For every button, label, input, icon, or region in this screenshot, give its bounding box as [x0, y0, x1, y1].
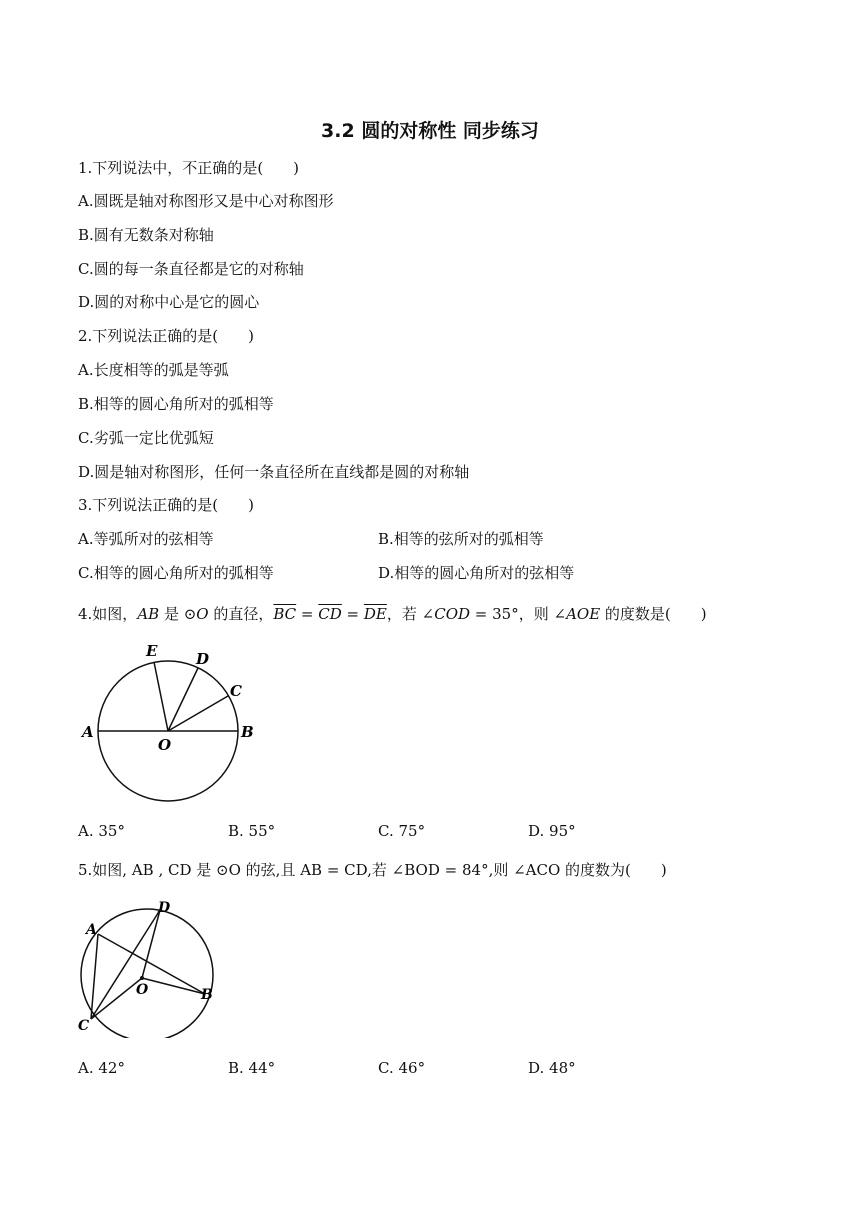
q4-option-a: A. 35°: [78, 822, 125, 840]
q4-label-b: B: [241, 723, 254, 741]
q4-option-c: C. 75°: [378, 822, 426, 840]
q3-options-row-2: [78, 563, 778, 583]
q4-options-row: [78, 821, 678, 841]
q2-option-a: A.长度相等的弧是等弧: [78, 361, 229, 379]
q4-stem-prefix: 4.如图，: [78, 605, 138, 623]
q4-segment-ab: AB: [137, 605, 160, 623]
q1-option-a: A.圆既是轴对称图形又是中心对称图形: [78, 192, 334, 210]
q5-label-b: B: [201, 987, 213, 1003]
q1-option-c: C.圆的每一条直径都是它的对称轴: [78, 260, 304, 278]
page-title: 3.2 圆的对称性 同步练习: [321, 120, 539, 142]
q4-label-o: O: [158, 736, 172, 754]
q4-option-d: D. 95°: [528, 822, 576, 840]
q5-label-d: D: [158, 900, 171, 916]
q5-center-dot: [140, 976, 144, 980]
q5-options-row: [78, 1058, 678, 1078]
q4-stem-end: 的度数是( ): [600, 605, 707, 623]
q1-option-d: D.圆的对称中心是它的圆心: [78, 293, 260, 311]
q3-stem: 3.下列说法正确的是( ): [78, 496, 255, 514]
q4-stem: 4.如图，AB 是 ⊙O 的直径，$\overline{BC} = \overline{CD} = \overline{DE}$，若 ∠COD = 35°，则 ∠AOE 的度数是( ): [78, 605, 707, 623]
q5-label-o: O: [136, 982, 149, 998]
q4-stem-cond: ，若 ∠: [386, 605, 435, 623]
q5-circle: [81, 909, 213, 1038]
q4-arc-de: $\overline{DE}$: [363, 605, 387, 623]
q4-label-c: C: [230, 682, 242, 700]
q5-option-b: B. 44°: [228, 1059, 276, 1077]
q3-option-b: B.相等的弦所对的弧相等: [378, 530, 544, 548]
q5-option-d: D. 48°: [528, 1059, 576, 1077]
q3-options-row-1: [78, 529, 778, 549]
q4-stem-mid: 是 ⊙: [159, 605, 197, 623]
q5-chord-ac: [91, 934, 98, 1019]
q5-label-a: A: [86, 922, 97, 938]
q4-stem-mid2: 的直径，: [208, 605, 274, 623]
q1-option-b: B.圆有无数条对称轴: [78, 226, 214, 244]
q3-option-a: A.等弧所对的弦相等: [78, 530, 214, 548]
q4-option-b: B. 55°: [228, 822, 276, 840]
q5-segment-co: [91, 978, 142, 1019]
q4-arc-bc: $\overline{BC}$: [273, 605, 297, 623]
q4-circle-figure: [78, 640, 268, 810]
q2-option-d: D.圆是轴对称图形，任何一条直径所在直线都是圆的对称轴: [78, 463, 470, 481]
q4-arc-cd: $\overline{CD}$: [318, 605, 342, 623]
q4-angle-cod: COD: [434, 605, 471, 623]
q4-radius-oe: [154, 662, 168, 731]
q4-label-a: A: [82, 723, 94, 741]
q4-angle-aoe: AOE: [566, 605, 601, 623]
q4-label-d: D: [196, 650, 210, 668]
q5-label-c: C: [78, 1018, 90, 1034]
q5-circle-figure: [72, 898, 232, 1038]
q4-circle-o: O: [196, 605, 209, 623]
q2-option-c: C.劣弧一定比优弧短: [78, 429, 214, 447]
q3-option-d: D.相等的圆心角所对的弦相等: [378, 564, 575, 582]
q2-option-b: B.相等的圆心角所对的弧相等: [78, 395, 274, 413]
q5-segment-ob: [142, 978, 205, 994]
q1-stem: 1.下列说法中，不正确的是( ): [78, 159, 300, 177]
q5-option-a: A. 42°: [78, 1059, 125, 1077]
q5-option-c: C. 46°: [378, 1059, 426, 1077]
q3-option-c: C.相等的圆心角所对的弧相等: [78, 564, 274, 582]
q4-label-e: E: [146, 642, 158, 660]
q5-stem: 5.如图, AB , CD 是 ⊙O 的弦,且 AB = CD,若 ∠BOD = 84°,则 ∠ACO 的度数为( ): [78, 861, 667, 879]
q4-stem-val: = 35°，则 ∠: [470, 605, 567, 623]
q2-stem: 2.下列说法正确的是( ): [78, 327, 255, 345]
